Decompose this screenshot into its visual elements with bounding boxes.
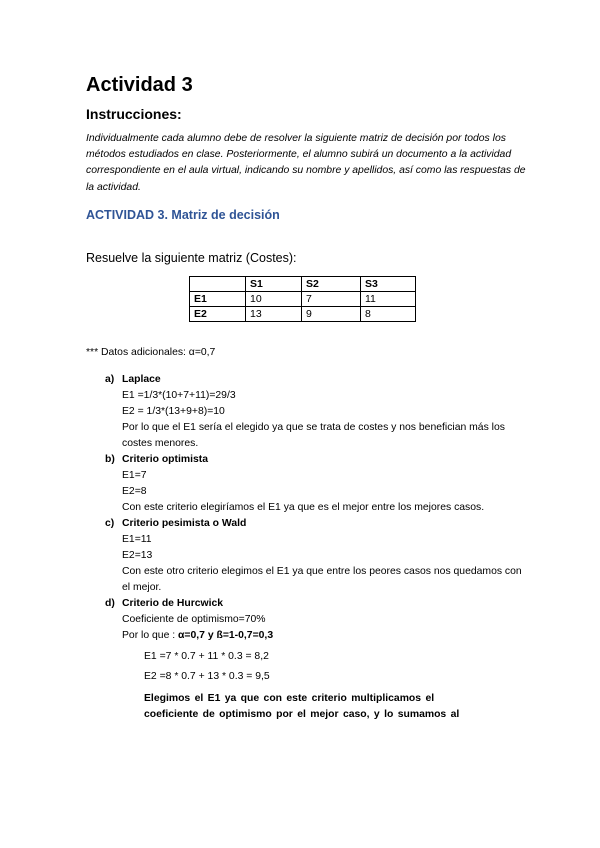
matrix-row-label: E2: [190, 307, 246, 322]
matrix-cell: 7: [302, 292, 361, 307]
item-marker: b): [105, 454, 115, 465]
item-line: E1=7: [122, 470, 147, 481]
matrix-header-cell: [190, 277, 246, 292]
matrix-row: [190, 292, 416, 307]
conclusion-line: coeficiente de optimismo por el mejor caso, y lo sumamos al: [144, 709, 460, 720]
item-title: Criterio pesimista o Wald: [122, 518, 247, 529]
item-line: Con este criterio elegiríamos el E1 ya que es el mejor entre los mejores casos.: [122, 502, 485, 513]
matrix-cell: 11: [361, 292, 416, 307]
matrix-subtitle: Resuelve la siguiente matriz (Costes):: [86, 251, 297, 265]
matrix-cell: 10: [246, 292, 302, 307]
matrix-cell: 8: [361, 307, 416, 322]
matrix-cell: 9: [302, 307, 361, 322]
matrix-cell: 13: [246, 307, 302, 322]
matrix-row-label: E1: [190, 292, 246, 307]
answer-pesimista: [105, 516, 525, 596]
matrix-row: [190, 307, 416, 322]
item-line: E1=11: [122, 534, 152, 545]
equation-e2: E2 =8 * 0.7 + 13 * 0.3 = 9,5: [144, 671, 270, 682]
item-line: Con este otro criterio elegimos el E1 ya que entre los peores casos nos quedamos con el mejor.: [122, 566, 522, 593]
item-line: E2=13: [122, 550, 153, 561]
answer-optimista: [105, 452, 525, 516]
item-title: Criterio optimista: [122, 454, 209, 465]
item-marker: c): [105, 518, 115, 529]
equation-e1: E1 =7 * 0.7 + 11 * 0.3 = 8,2: [144, 651, 269, 662]
item-marker: a): [105, 374, 115, 385]
answer-hurwicz: [105, 596, 525, 723]
item-line-formula: α=0,7 y ß=1-0,7=0,3: [178, 630, 274, 641]
item-line: Por lo que el E1 sería el elegido ya que se trata de costes y nos benefician más los costes menores.: [122, 422, 505, 449]
item-line: Coeficiente de optimismo=70%: [122, 614, 266, 625]
item-line: E1 =1/3*(10+7+11)=29/3: [122, 390, 236, 401]
additional-data: *** Datos adicionales: α=0,7: [86, 347, 216, 358]
item-title: Laplace: [122, 374, 161, 385]
instructions-heading: Instrucciones:: [86, 106, 182, 122]
matrix-header-cell: S2: [302, 277, 361, 292]
item-line: [122, 628, 525, 644]
conclusion-line: Elegimos el E1 ya que con este criterio multiplicamos el: [144, 693, 435, 704]
answers-list: [105, 372, 525, 723]
item-line: E2 = 1/3*(13+9+8)=10: [122, 406, 225, 417]
item-marker: d): [105, 598, 115, 609]
item-line-prefix: Por lo que :: [122, 630, 179, 641]
matrix-header-cell: S1: [246, 277, 302, 292]
answer-laplace: [105, 372, 525, 452]
page-title: Actividad 3: [86, 74, 193, 96]
instructions-text: Individualmente cada alumno debe de resolver la siguiente matriz de decisión por todos los métodos estudiados en clase. Posteriormente, el alumno subirá un documento a la actividad correspondiente en el aula virtual, indicando su nombre y apellidos, así como las respuestas de la actividad.: [86, 133, 526, 193]
section-title: ACTIVIDAD 3. Matriz de decisión: [86, 208, 280, 222]
decision-matrix: [189, 276, 416, 322]
item-title: Criterio de Hurcwick: [122, 598, 224, 609]
matrix-header-cell: S3: [361, 277, 416, 292]
matrix-header-row: [190, 277, 416, 292]
item-line: E2=8: [122, 486, 147, 497]
